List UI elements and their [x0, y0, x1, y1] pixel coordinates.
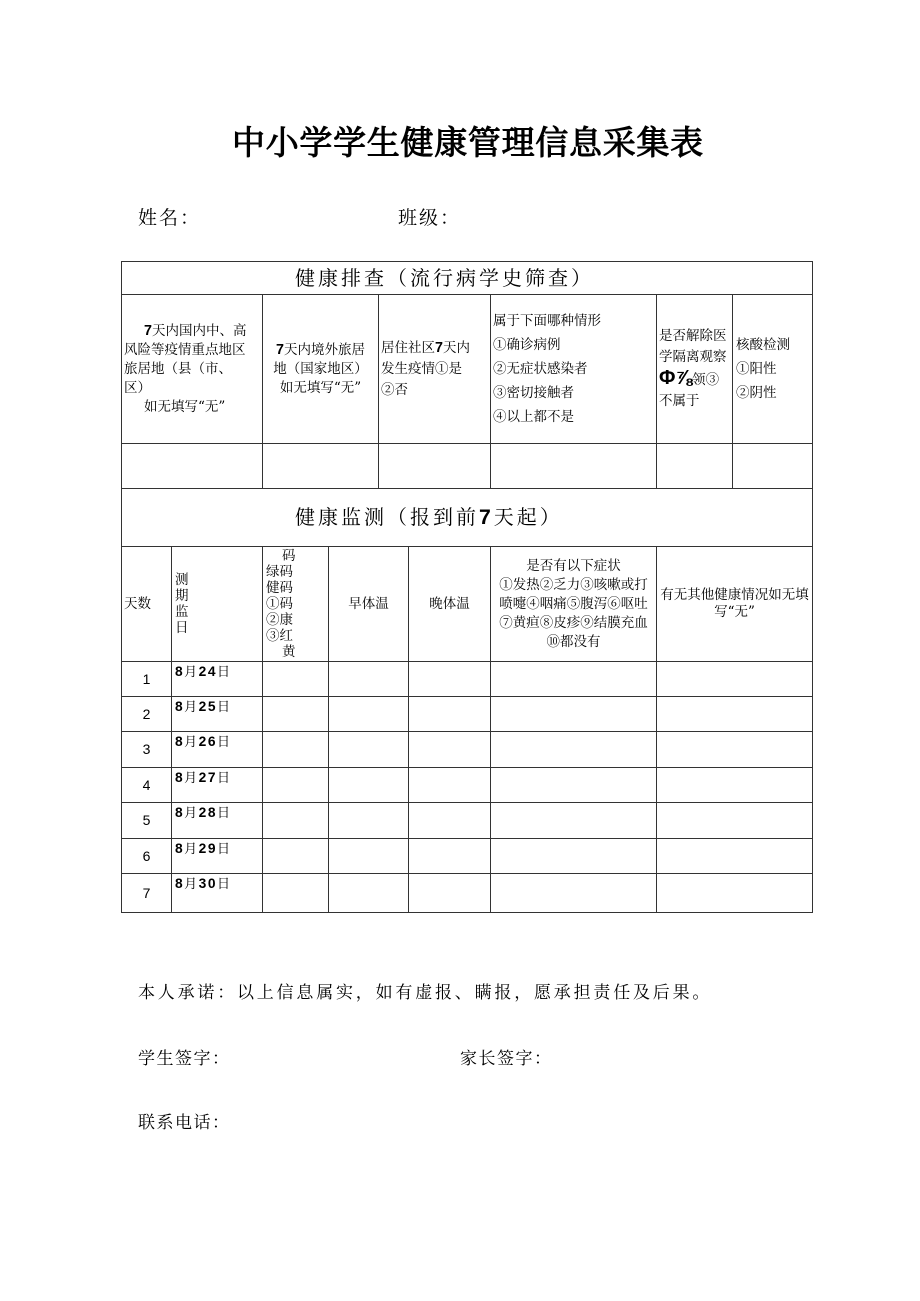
- monitoring-row: [122, 768, 813, 803]
- monitoring-date: 8月26日: [172, 732, 263, 768]
- symptoms-cell: [491, 732, 657, 768]
- digit-run: 8: [175, 734, 185, 749]
- symptoms-cell: [491, 839, 657, 874]
- morning-temperature-cell: [329, 768, 409, 803]
- evening-temperature-cell: [409, 662, 491, 697]
- header-line: 居住社区7天内: [381, 339, 470, 356]
- digit-run: 7: [276, 341, 284, 358]
- health-code-cell: [263, 874, 329, 913]
- other-health-cell: [657, 839, 813, 874]
- symbol-run: Φ⅞: [659, 367, 693, 389]
- day-number: 1: [122, 662, 172, 697]
- day-number: 3: [122, 732, 172, 768]
- header-line: Φ⅞领③: [659, 367, 720, 389]
- other-health-cell: [657, 662, 813, 697]
- header-line: 绿码: [266, 564, 293, 580]
- monitoring-header-row: [122, 547, 813, 662]
- header-line: 期: [175, 588, 189, 604]
- header-line: 区）: [124, 379, 151, 396]
- digit-run: 29: [198, 841, 217, 856]
- evening-temperature-cell: [409, 803, 491, 839]
- monitoring-row: [122, 697, 813, 732]
- monitoring-row: [122, 732, 813, 768]
- symptoms-cell: [491, 768, 657, 803]
- header-line: ②康: [266, 612, 293, 628]
- header-line: 码: [282, 548, 296, 564]
- day-number: 6: [122, 839, 172, 874]
- header-case-category: [491, 295, 657, 444]
- digit-run: 8: [175, 805, 185, 820]
- header-line: 7天内境外旅居: [276, 341, 365, 358]
- morning-temperature-cell: [329, 803, 409, 839]
- header-line: 发生疫情①是: [381, 360, 462, 377]
- health-code-cell: [263, 732, 329, 768]
- answer-domestic-risk-area: [122, 444, 263, 489]
- day-number: 7: [122, 874, 172, 913]
- digit-run: 30: [198, 876, 217, 891]
- header-line: ⑩都没有: [546, 633, 601, 650]
- header-nucleic-acid-test: [733, 295, 813, 444]
- header-option: ①确诊病例: [493, 337, 561, 353]
- other-health-cell: [657, 732, 813, 768]
- header-overseas-travel: [263, 295, 379, 444]
- monitoring-date: 8月24日: [172, 662, 263, 697]
- answer-nucleic-acid-test: [733, 444, 813, 489]
- morning-temperature-cell: [329, 697, 409, 732]
- monitoring-date: 8月28日: [172, 803, 263, 839]
- other-health-cell: [657, 768, 813, 803]
- monitoring-row: [122, 839, 813, 874]
- header-line: 属于下面哪种情形: [493, 313, 601, 329]
- header-line: 风险等疫情重点地区: [124, 341, 246, 358]
- digit-run: 8: [175, 699, 185, 714]
- monitoring-row: [122, 803, 813, 839]
- pledge-statement: 本人承诺：以上信息属实，如有虚报、瞒报，愿承担责任及后果。: [138, 983, 713, 1003]
- morning-temperature-cell: [329, 732, 409, 768]
- header-line: 如无填写“无”: [279, 379, 362, 396]
- day-number: 5: [122, 803, 172, 839]
- health-code-cell: [263, 839, 329, 874]
- morning-temperature-cell: [329, 874, 409, 913]
- header-line: 喷嚏④咽痛⑤腹泻⑥呕吐: [499, 595, 648, 612]
- monitoring-date: 8月25日: [172, 697, 263, 732]
- digit-run: 25: [198, 699, 217, 714]
- health-code-cell: [263, 662, 329, 697]
- screening-answer-row: [122, 444, 813, 489]
- symptoms-cell: [491, 803, 657, 839]
- header-option: ①阳性: [736, 361, 777, 377]
- header-line: 写“无”: [714, 604, 755, 620]
- evening-temperature-cell: [409, 874, 491, 913]
- header-line: 黄: [282, 644, 296, 660]
- monitoring-row: [122, 874, 813, 913]
- class-label: 班级：: [398, 207, 462, 229]
- monitoring-table: [121, 488, 813, 913]
- symptoms-cell: [491, 697, 657, 732]
- header-evening-temperature: 晚体温: [409, 547, 491, 662]
- screening-heading-row: [122, 262, 813, 295]
- answer-quarantine-release: [657, 444, 733, 489]
- header-community-outbreak: [379, 295, 491, 444]
- symptoms-cell: [491, 662, 657, 697]
- header-monitor-date: [172, 547, 263, 662]
- monitoring-date: 8月27日: [172, 768, 263, 803]
- header-line: 地（国家地区）: [273, 360, 368, 377]
- header-line: ②否: [381, 381, 408, 398]
- screening-table: [121, 261, 813, 489]
- other-health-cell: [657, 697, 813, 732]
- day-number: 4: [122, 768, 172, 803]
- header-line: 健码: [266, 580, 293, 596]
- header-morning-temperature: 早体温: [329, 547, 409, 662]
- header-health-code: [263, 547, 329, 662]
- header-line: ③红: [266, 628, 293, 644]
- student-signature-label: 学生签字：: [138, 1049, 231, 1069]
- header-line: 测: [175, 572, 189, 588]
- header-line: 有无其他健康情况如无填: [660, 587, 809, 603]
- digit-run: 24: [198, 664, 217, 679]
- header-option: ④以上都不是: [493, 409, 574, 425]
- header-line: 7天内国内中、高: [144, 322, 247, 339]
- screening-question-row: [122, 295, 813, 444]
- header-symptoms: [491, 547, 657, 662]
- answer-case-category: [491, 444, 657, 489]
- morning-temperature-cell: [329, 839, 409, 874]
- form-title: 中小学学生健康管理信息采集表: [232, 123, 704, 162]
- digit-run: 27: [198, 770, 217, 785]
- monitoring-date: 8月29日: [172, 839, 263, 874]
- header-option: ③密切接触者: [493, 385, 574, 401]
- day-number: 2: [122, 697, 172, 732]
- answer-community-outbreak: [379, 444, 491, 489]
- header-line: 如无填写“无”: [144, 398, 226, 415]
- digit-run: 28: [198, 805, 217, 820]
- header-line: 日: [175, 620, 189, 636]
- digit-run: 8: [175, 841, 185, 856]
- evening-temperature-cell: [409, 768, 491, 803]
- digit-run: 26: [198, 734, 217, 749]
- header-line: 监: [175, 604, 189, 620]
- header-quarantine-release: [657, 295, 733, 444]
- digit-run: 7: [144, 322, 152, 339]
- header-day-count: 天数: [122, 547, 172, 662]
- health-code-cell: [263, 697, 329, 732]
- header-option: ②阴性: [736, 385, 777, 401]
- health-code-cell: [263, 768, 329, 803]
- header-line: 学隔离观察: [659, 349, 727, 365]
- header-line: 是否有以下症状: [526, 557, 621, 574]
- header-line: ①码: [266, 596, 293, 612]
- parent-signature-label: 家长签字：: [460, 1049, 553, 1069]
- evening-temperature-cell: [409, 732, 491, 768]
- header-line: ⑦黄疸⑧皮疹⑨结膜充血: [499, 614, 648, 631]
- answer-overseas-travel: [263, 444, 379, 489]
- morning-temperature-cell: [329, 662, 409, 697]
- header-line: 不属于: [659, 393, 700, 409]
- digit-run: 8: [175, 664, 185, 679]
- digit-run: 8: [175, 876, 185, 891]
- digit-run: 8: [175, 770, 185, 785]
- name-label: 姓名：: [138, 207, 202, 229]
- monitoring-date: 8月30日: [172, 874, 263, 913]
- header-other-health: [657, 547, 813, 662]
- digit-run: 7: [479, 506, 494, 529]
- evening-temperature-cell: [409, 697, 491, 732]
- header-option: ②无症状感染者: [493, 361, 588, 377]
- monitoring-row: [122, 662, 813, 697]
- phone-label: 联系电话：: [138, 1113, 231, 1133]
- symptoms-cell: [491, 874, 657, 913]
- header-line: 旅居地（县（市、: [124, 360, 232, 377]
- header-line: 核酸检测: [736, 337, 790, 353]
- monitoring-section-heading: 健康监测（报到前7天起）: [122, 489, 813, 547]
- digit-run: 7: [435, 339, 443, 356]
- screening-section-heading: 健康排查（流行病学史筛查）: [122, 262, 813, 295]
- health-code-cell: [263, 803, 329, 839]
- header-domestic-risk-area: [122, 295, 263, 444]
- header-line: ①发热②乏力③咳嗽或打: [499, 576, 648, 593]
- other-health-cell: [657, 874, 813, 913]
- evening-temperature-cell: [409, 839, 491, 874]
- other-health-cell: [657, 803, 813, 839]
- monitoring-heading-row: [122, 489, 813, 547]
- header-line: 是否解除医: [659, 328, 727, 344]
